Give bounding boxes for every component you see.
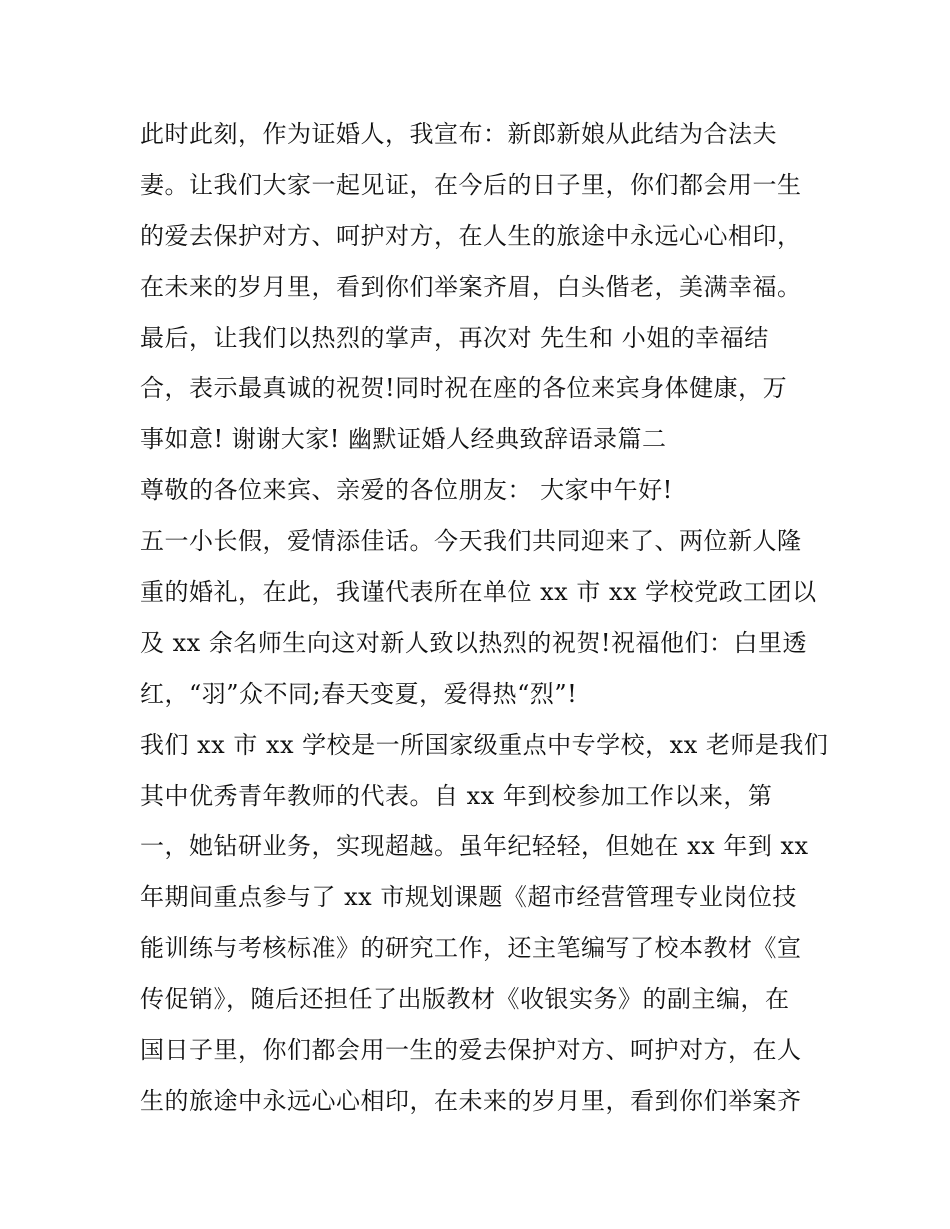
text-line: 此时此刻，作为证婚人，我宣布：新郎新娘从此结为合法夫 xyxy=(140,120,777,148)
text-line: 国日子里，你们都会用一生的爱去保护对方、呵护对方，在人 xyxy=(140,1036,802,1065)
text-line: 红，“羽”众不同;春天变夏，爱得热“烈”! xyxy=(140,679,578,708)
text-line: 传促销》，随后还担任了出版教材《收银实务》的副主编，在 xyxy=(140,985,790,1014)
text-line: 其中优秀青年教师的代表。自 xx 年到校参加工作以来，第 xyxy=(140,781,773,810)
text-line: 的爱去保护对方、呵护对方，在人生的旅途中永远心心相印， xyxy=(140,221,802,250)
text-line: 我们 xx 市 xx 学校是一所国家级重点中专学校，xx 老师是我们 xyxy=(140,730,829,759)
text-line: 在未来的岁月里，看到你们举案齐眉，白头偕老，美满幸福。 xyxy=(140,272,802,301)
text-line: 合，表示最真诚的祝贺!同时祝在座的各位来宾身体健康，万 xyxy=(140,374,788,403)
text-line: 年期间重点参与了 xx 市规划课题《超市经营管理专业岗位技 xyxy=(140,883,797,912)
text-line: 生的旅途中永远心心相印，在未来的岁月里，看到你们举案齐 xyxy=(140,1086,802,1115)
text-line: 及 xx 余名师生向这对新人致以热烈的祝贺!祝福他们：白里透 xyxy=(140,628,807,657)
text-line: 能训练与考核标准》的研究工作，还主笔编写了校本教材《宣 xyxy=(140,934,802,963)
text-line: 重的婚礼，在此，我谨代表所在单位 xx 市 xx 学校党政工团以 xyxy=(140,578,817,607)
text-line: 尊敬的各位来宾、亲爱的各位朋友： 大家中午好! xyxy=(140,476,673,505)
text-line: 一，她钻研业务，实现超越。虽年纪轻轻，但她在 xx 年到 xx xyxy=(140,832,809,861)
text-line: 最后，让我们以热烈的掌声，再次对 先生和 小姐的幸福结 xyxy=(140,323,769,352)
document-body xyxy=(140,109,830,1127)
text-line: 事如意! 谢谢大家! 幽默证婚人经典致辞语录篇二 xyxy=(140,425,667,454)
text-line: 五一小长假，爱情添佳话。今天我们共同迎来了、两位新人隆 xyxy=(140,527,802,556)
text-line: 妻。让我们大家一起见证，在今后的日子里，你们都会用一生 xyxy=(140,170,802,199)
